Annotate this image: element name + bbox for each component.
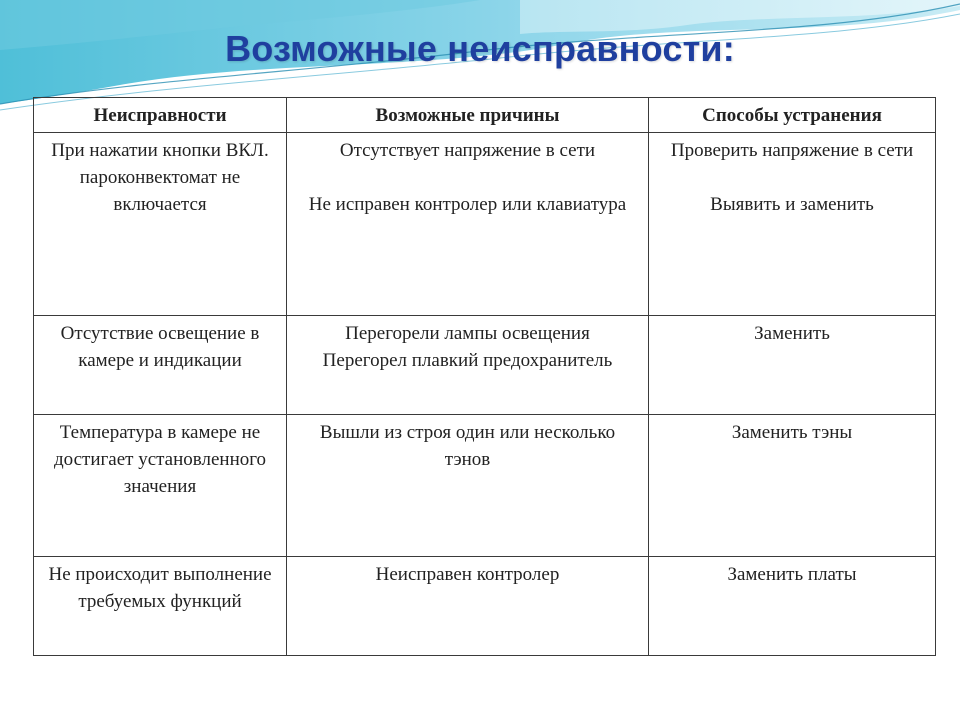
remedy-cell (649, 316, 936, 415)
column-header-faults: Неисправности (34, 98, 287, 133)
table-row (34, 316, 936, 415)
page-title: Возможные неисправности: (225, 28, 735, 69)
cause-text: Отсутствует напряжение в сети (339, 140, 596, 161)
table-row (34, 557, 936, 656)
fault-cell (34, 415, 287, 557)
fault-cell (34, 316, 287, 415)
remedy-text: Заменить (754, 323, 830, 344)
remedy-cell (649, 557, 936, 656)
cause-cell (287, 415, 649, 557)
fault-text: Температура в камере не достигает установленного значения (53, 422, 267, 497)
cause-text: Вышли из строя один или несколько тэнов (319, 422, 616, 470)
cause-text: Не исправен контролер или клавиатура (308, 194, 627, 215)
table-row (34, 415, 936, 557)
remedy-cell (649, 415, 936, 557)
column-header-causes: Возможные причины (287, 98, 649, 133)
fault-cell (34, 133, 287, 316)
faults-table (33, 97, 936, 656)
remedy-text: Проверить напряжение в сети (670, 140, 914, 161)
cause-text: Перегорел плавкий предохранитель (322, 350, 613, 371)
cause-cell (287, 557, 649, 656)
cause-text: Неисправен контролер (375, 564, 560, 585)
table-header-row (34, 98, 936, 133)
column-header-remedies: Способы устранения (649, 98, 936, 133)
cause-cell (287, 133, 649, 316)
fault-text: При нажатии кнопки ВКЛ. пароконвектомат не включается (51, 140, 269, 215)
spacer (297, 164, 638, 191)
fault-text: Отсутствие освещение в камере и индикации (60, 323, 260, 371)
cause-cell (287, 316, 649, 415)
remedy-cell (649, 133, 936, 316)
table-row (34, 133, 936, 316)
fault-cell (34, 557, 287, 656)
remedy-text: Заменить тэны (731, 422, 853, 443)
fault-text: Не происходит выполнение требуемых функций (48, 564, 272, 612)
remedy-text: Заменить платы (727, 564, 857, 585)
remedy-text: Выявить и заменить (710, 194, 874, 215)
cause-text: Перегорели лампы освещения (345, 323, 590, 344)
spacer (659, 164, 925, 191)
